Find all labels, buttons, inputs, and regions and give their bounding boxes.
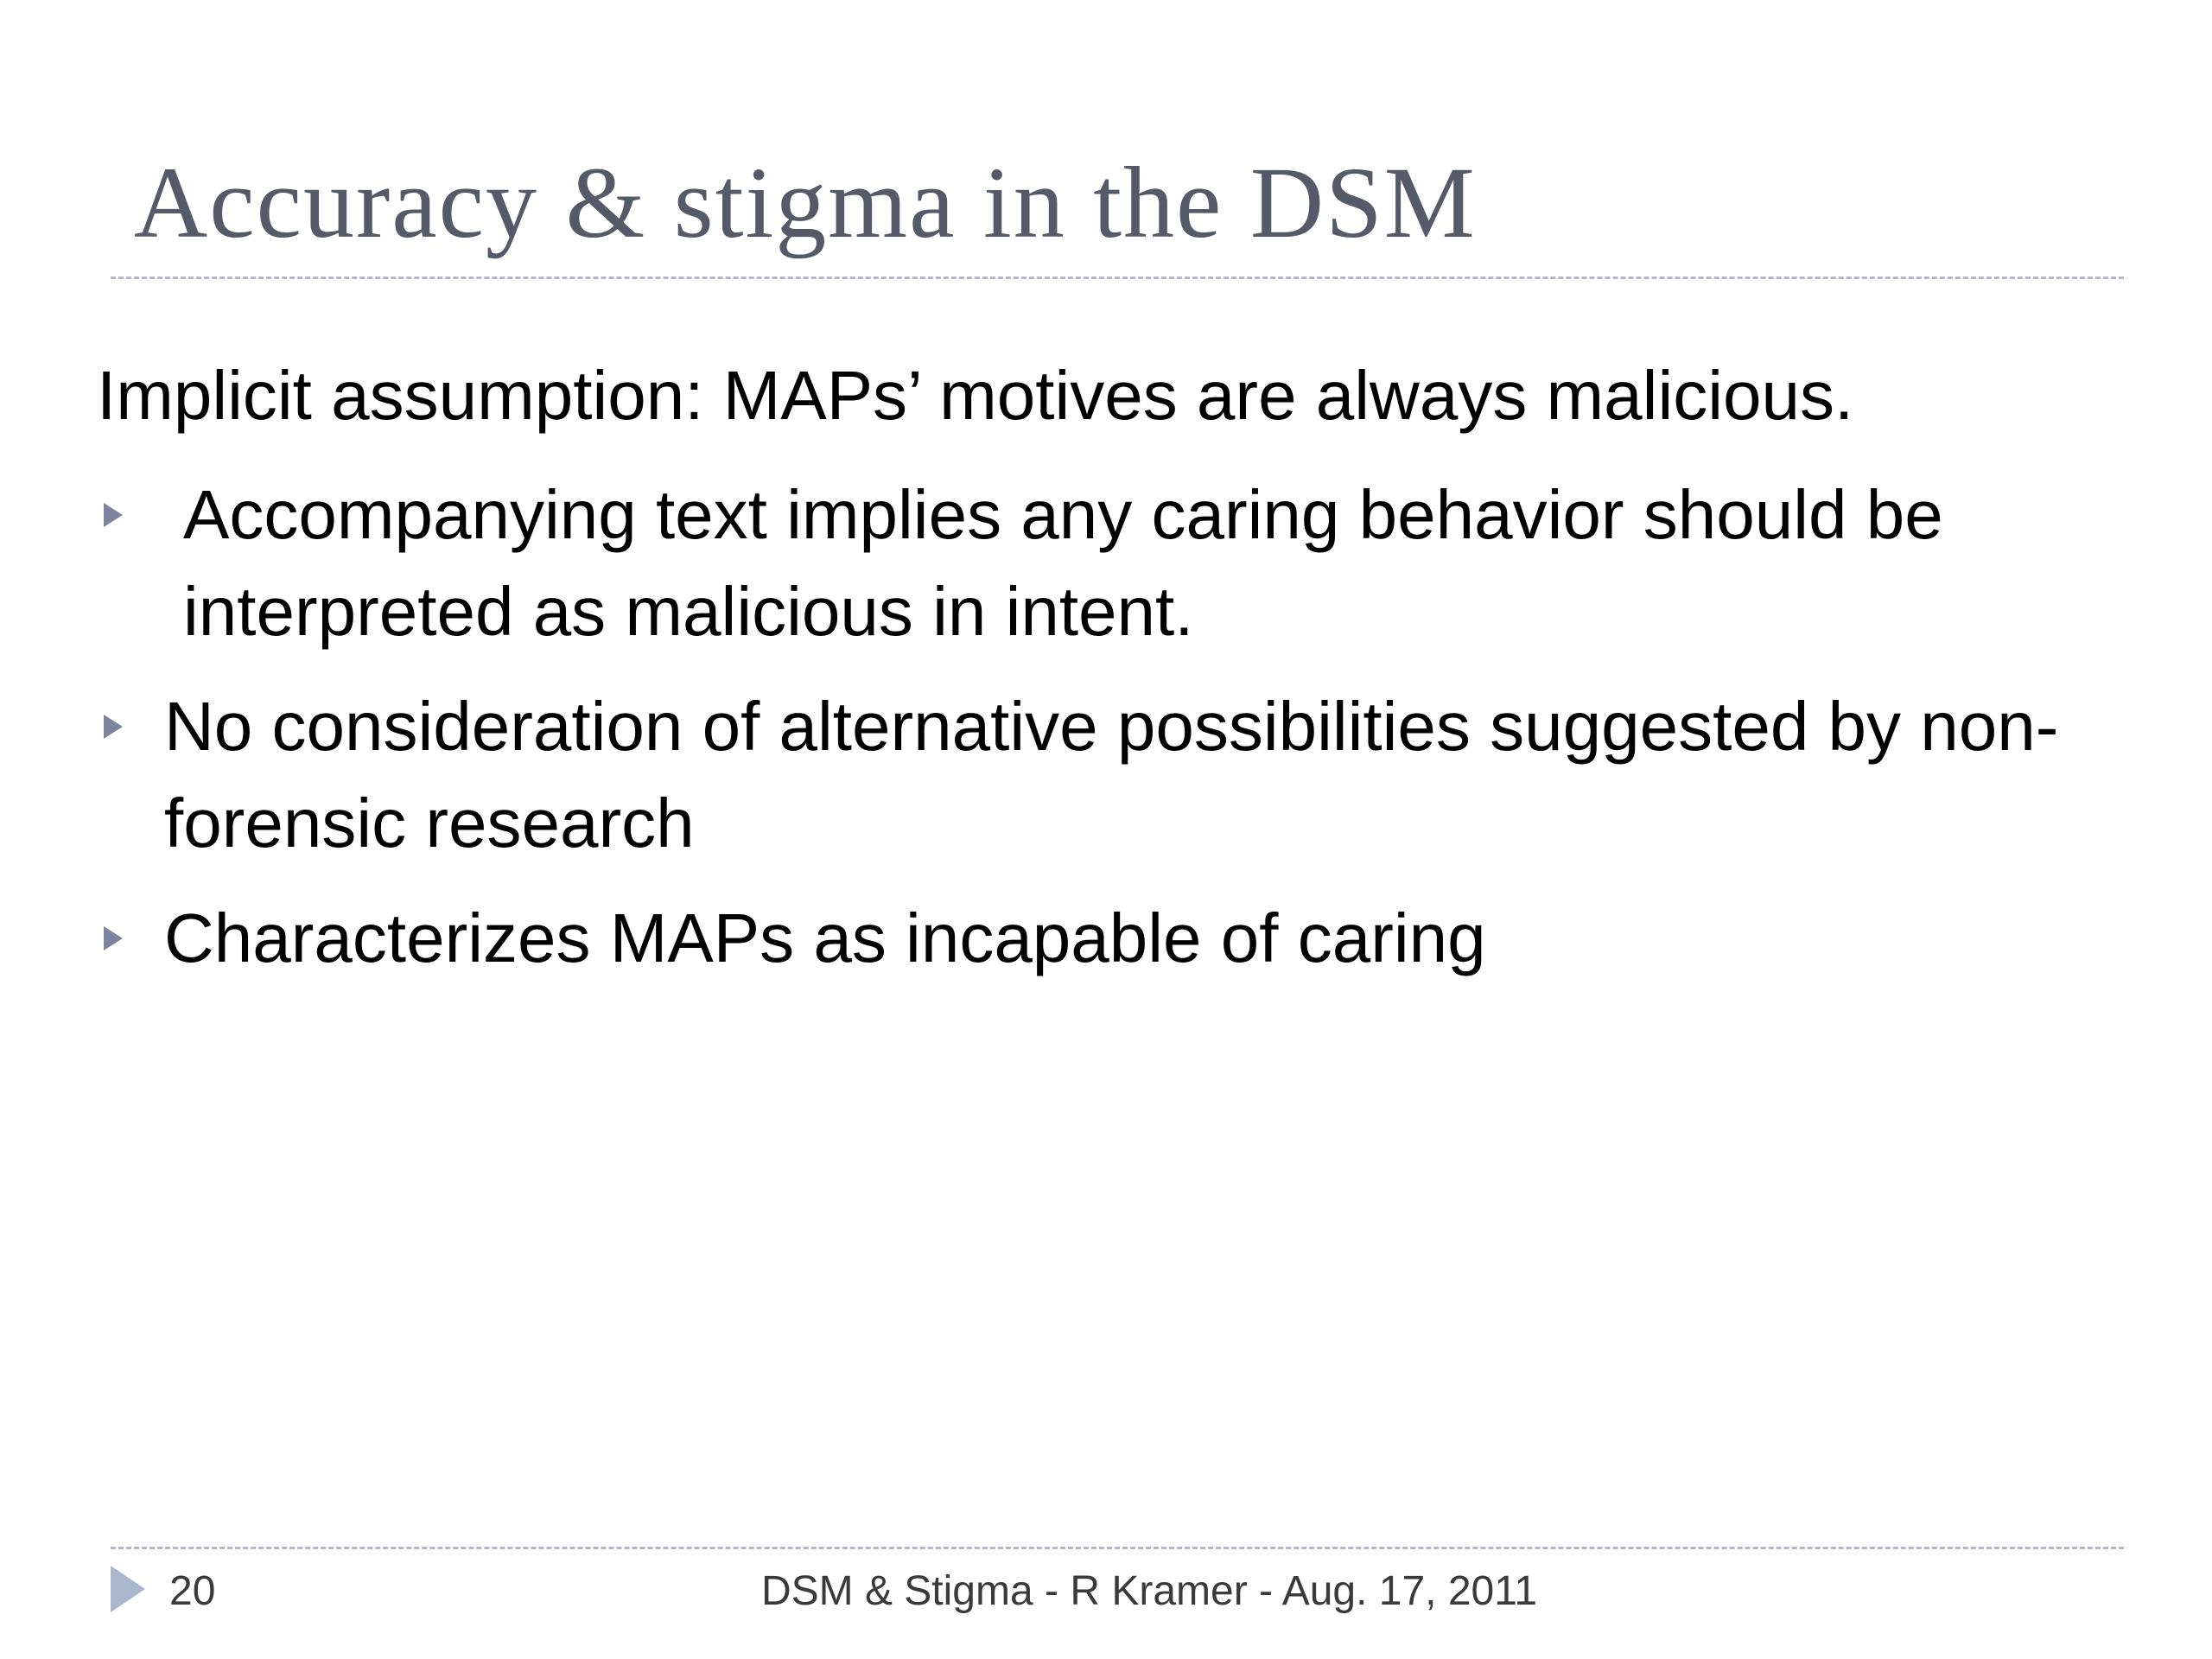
intro-text: Implicit assumption: MAPs’ motives are always malicious.: [97, 357, 1854, 434]
bullet-text: Characterizes MAPs as incapable of caring: [164, 899, 1486, 976]
footer-divider: [111, 1547, 2124, 1549]
bullet-arrow-icon: [104, 503, 123, 527]
bullet-text: Accompanying text implies any caring behavior should be interpreted as malicious in intent.: [183, 476, 1943, 650]
title-divider: [111, 276, 2124, 279]
slide-title: Accuracy & stigma in the DSM: [134, 146, 1477, 259]
bullet-text: No consideration of alternative possibilities suggested by non-forensic research: [164, 688, 2059, 861]
bullet-arrow-icon: [104, 715, 123, 739]
bullet-arrow-icon: [104, 926, 123, 950]
footer-text: DSM & Stigma - R Kramer - Aug. 17, 2011: [760, 1568, 1538, 1614]
page-number: 20: [169, 1568, 216, 1614]
